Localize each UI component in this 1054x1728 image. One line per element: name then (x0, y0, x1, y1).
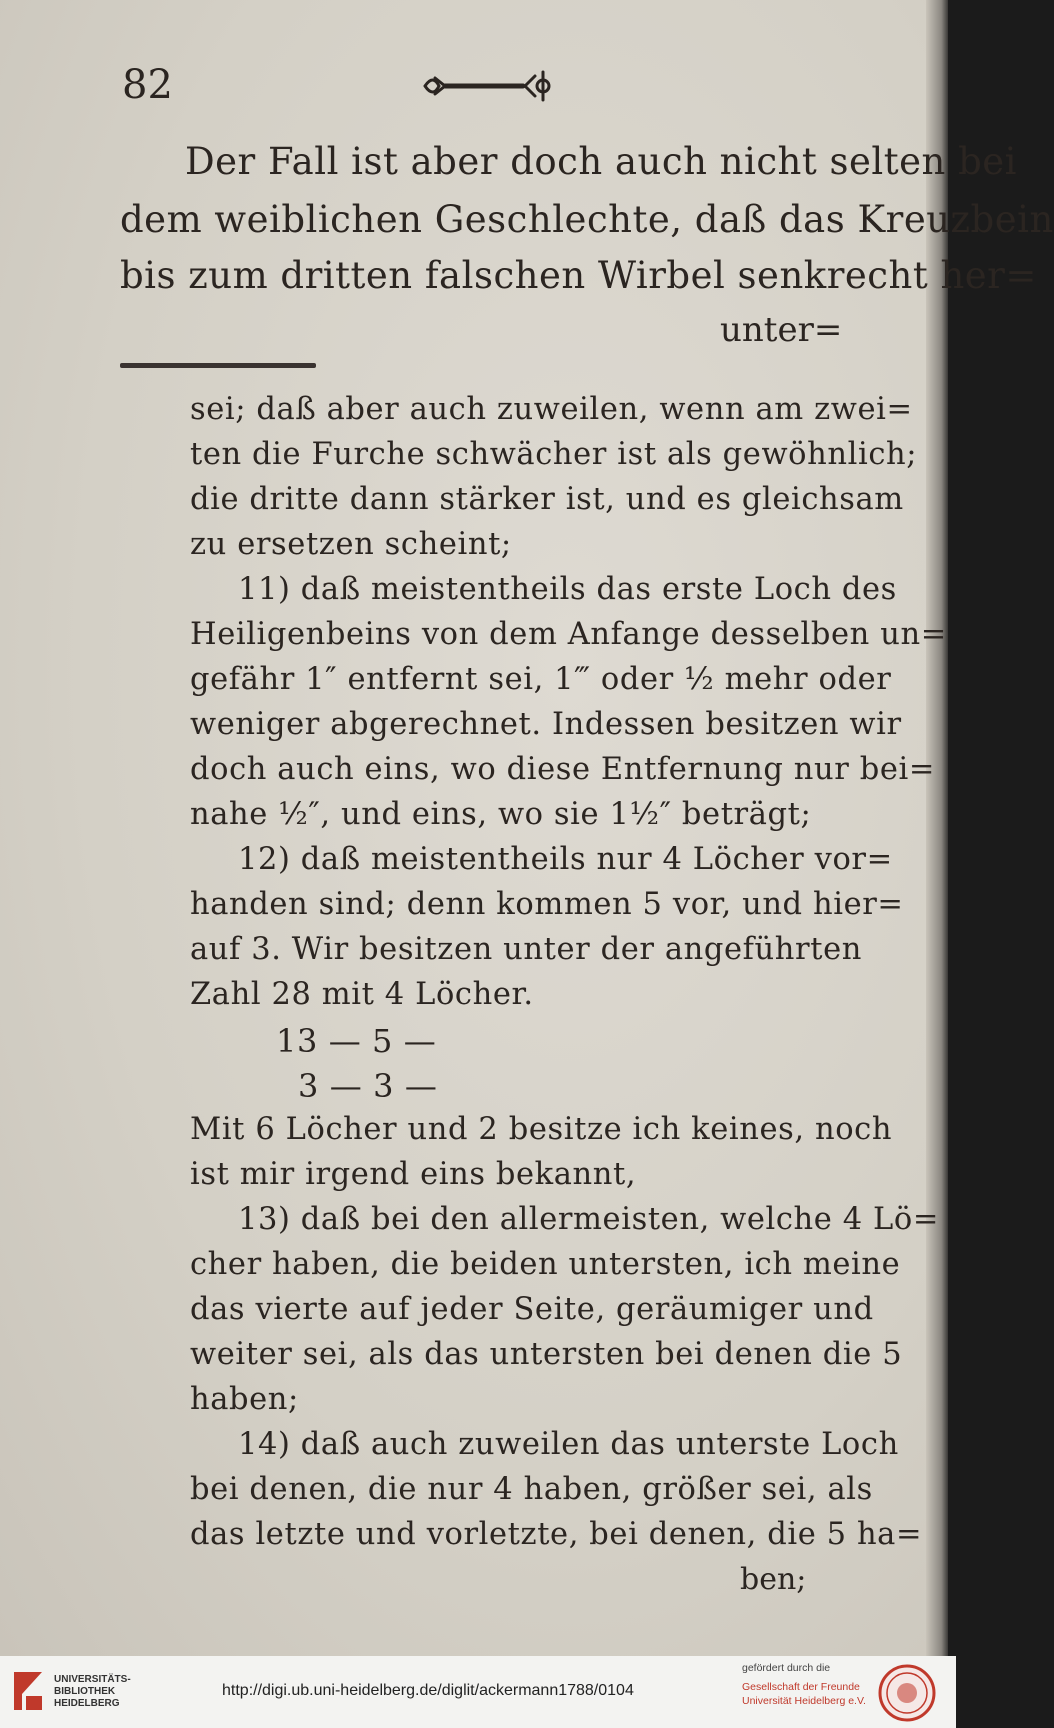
university-seal-icon[interactable] (878, 1664, 936, 1722)
body-line: nahe ½″, und eins, wo sie 1½″ beträgt; (190, 797, 812, 832)
viewer-footer (0, 1656, 956, 1728)
body-line: 13) daß bei den allermeisten, welche 4 Lö= (238, 1202, 940, 1237)
funded-by-label: gefördert durch die (742, 1662, 831, 1674)
library-name: UNIVERSITÄTS- BIBLIOTHEK HEIDELBERG (54, 1674, 131, 1709)
book-spine (926, 0, 948, 1656)
body-line: handen sind; denn kommen 5 vor, und hier= (190, 887, 904, 922)
body-line: Mit 6 Löcher und 2 besitze ich keines, noch (190, 1112, 893, 1147)
ub-logo-icon[interactable] (10, 1668, 46, 1714)
body-line: auf 3. Wir besitzen unter der angeführten (190, 932, 862, 967)
body-line: 12) daß meistentheils nur 4 Löcher vor= (238, 842, 893, 877)
body-line: weiter sei, als das untersten bei denen die 5 (190, 1337, 903, 1372)
footnote-rule (120, 363, 316, 368)
heading-line: bis zum dritten falschen Wirbel senkrecht her= (120, 254, 1037, 297)
body-line: sei; daß aber auch zuweilen, wenn am zwei= (190, 392, 913, 427)
body-line: bei denen, die nur 4 haben, größer sei, als (190, 1472, 873, 1507)
page-number: 82 (122, 62, 173, 108)
ornament-icon (415, 66, 565, 106)
body-line: Heiligenbeins von dem Anfange desselben un= (190, 617, 947, 652)
body-line: 11) daß meistentheils das erste Loch des (238, 572, 897, 607)
body-line: das letzte und vorletzte, bei denen, die 5 ha= (190, 1517, 923, 1552)
body-line: weniger abgerechnet. Indessen besitzen wir (190, 707, 902, 742)
body-line: haben; (190, 1382, 299, 1417)
catchword: unter= (720, 310, 843, 350)
body-line: gefähr 1″ entfernt sei, 1‴ oder ½ mehr oder (190, 662, 892, 697)
body-line: doch auch eins, wo diese Entfernung nur bei= (190, 752, 936, 787)
tally-line: 13 — 5 — (276, 1022, 437, 1060)
body-line: 14) daß auch zuweilen das unterste Loch (238, 1427, 899, 1462)
heading-line: dem weiblichen Geschlechte, daß das Kreuzbein (120, 198, 1054, 241)
body-line: cher haben, die beiden untersten, ich meine (190, 1247, 901, 1282)
body-line: Zahl 28 mit 4 Löcher. (190, 977, 534, 1012)
body-line: ist mir irgend eins bekannt, (190, 1157, 637, 1192)
body-line: das vierte auf jeder Seite, geräumiger und (190, 1292, 874, 1327)
body-line: die dritte dann stärker ist, und es gleichsam (190, 482, 904, 517)
society-link[interactable]: Gesellschaft der Freunde Universität Heidelberg e.V. (742, 1681, 866, 1707)
body-line: zu ersetzen scheint; (190, 527, 512, 562)
body-line: ten die Furche schwächer ist als gewöhnlich; (190, 437, 918, 472)
catchword: ben; (740, 1562, 807, 1597)
permalink[interactable]: http://digi.ub.uni-heidelberg.de/diglit/ackermann1788/0104 (222, 1682, 634, 1699)
heading-line: Der Fall ist aber doch auch nicht selten bei (185, 140, 1018, 183)
tally-line: 3 — 3 — (298, 1067, 438, 1105)
